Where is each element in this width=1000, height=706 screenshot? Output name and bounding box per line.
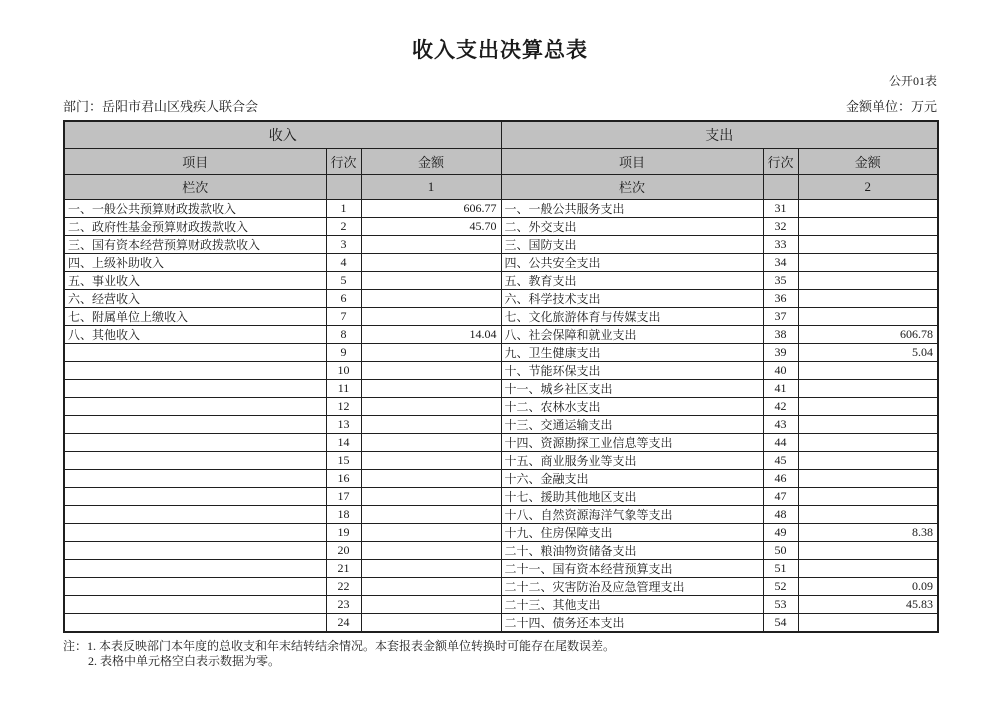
income-line-cell: 24 [326, 613, 361, 632]
table-row [64, 235, 938, 253]
expense-item-cell: 二十、粮油物资储备支出 [501, 541, 763, 559]
expense-line-header: 行次 [763, 148, 798, 174]
expense-amount-cell [798, 505, 938, 523]
income-amount-cell [361, 541, 501, 559]
expense-line-cell: 41 [763, 379, 798, 397]
income-item-cell [64, 415, 326, 433]
expense-line-cell: 44 [763, 433, 798, 451]
expense-amount-cell [798, 559, 938, 577]
income-item-cell: 五、事业收入 [64, 271, 326, 289]
income-amount-cell [361, 235, 501, 253]
expense-amount-cell: 45.83 [798, 595, 938, 613]
expense-line-cell: 34 [763, 253, 798, 271]
income-amount-header: 金额 [361, 148, 501, 174]
expense-line-cell: 43 [763, 415, 798, 433]
income-section-header: 收入 [64, 121, 501, 148]
income-line-cell: 7 [326, 307, 361, 325]
expense-amount-cell [798, 235, 938, 253]
table-row [64, 361, 938, 379]
expense-item-cell: 三、国防支出 [501, 235, 763, 253]
income-amount-cell [361, 397, 501, 415]
income-line-cell: 15 [326, 451, 361, 469]
table-row [64, 595, 938, 613]
expense-amount-cell: 8.38 [798, 523, 938, 541]
income-amount-cell [361, 271, 501, 289]
table-row [64, 397, 938, 415]
income-line-cell: 4 [326, 253, 361, 271]
table-row [64, 523, 938, 541]
expense-line-cell: 42 [763, 397, 798, 415]
income-line-cell: 1 [326, 199, 361, 217]
footnote-1: 注：1. 本表反映部门本年度的总收支和年末结转结余情况。本套报表金额单位转换时可能存在尾数误差。 [63, 638, 616, 653]
table-row [64, 559, 938, 577]
expense-amount-cell [798, 451, 938, 469]
department-label: 部门：岳阳市君山区残疾人联合会 [63, 99, 259, 114]
expense-line-cell: 53 [763, 595, 798, 613]
income-line-cell: 11 [326, 379, 361, 397]
expense-index-label: 栏次 [501, 174, 763, 199]
expense-amount-cell: 606.78 [798, 325, 938, 343]
expense-item-cell: 十二、农林水支出 [501, 397, 763, 415]
income-item-cell [64, 595, 326, 613]
expense-line-cell: 45 [763, 451, 798, 469]
expense-line-cell: 48 [763, 505, 798, 523]
expense-item-cell: 六、科学技术支出 [501, 289, 763, 307]
expense-item-header: 项目 [501, 148, 763, 174]
income-amount-cell [361, 559, 501, 577]
expense-amount-cell [798, 397, 938, 415]
income-amount-cell [361, 289, 501, 307]
income-line-cell: 9 [326, 343, 361, 361]
unit-label: 金额单位：万元 [845, 99, 937, 114]
income-item-cell [64, 541, 326, 559]
expense-item-cell: 十一、城乡社区支出 [501, 379, 763, 397]
income-item-header: 项目 [64, 148, 326, 174]
income-amount-cell [361, 469, 501, 487]
expense-item-cell: 十八、自然资源海洋气象等支出 [501, 505, 763, 523]
income-line-cell: 6 [326, 289, 361, 307]
income-amount-cell: 45.70 [361, 217, 501, 235]
income-line-cell: 12 [326, 397, 361, 415]
income-line-cell: 17 [326, 487, 361, 505]
income-amount-cell [361, 379, 501, 397]
income-item-cell: 一、一般公共预算财政拨款收入 [64, 199, 326, 217]
expense-amount-cell [798, 253, 938, 271]
income-item-cell: 七、附属单位上缴收入 [64, 307, 326, 325]
income-line-cell: 23 [326, 595, 361, 613]
column-header-row [64, 148, 938, 174]
income-item-cell [64, 469, 326, 487]
income-line-cell: 18 [326, 505, 361, 523]
income-item-cell: 六、经营收入 [64, 289, 326, 307]
table-row [64, 415, 938, 433]
income-amount-cell [361, 451, 501, 469]
expense-line-cell: 52 [763, 577, 798, 595]
expense-item-cell: 十六、金融支出 [501, 469, 763, 487]
expense-item-cell: 十三、交通运输支出 [501, 415, 763, 433]
income-item-cell: 四、上级补助收入 [64, 253, 326, 271]
income-index-label: 栏次 [64, 174, 326, 199]
expense-amount-header: 金额 [798, 148, 938, 174]
expense-line-cell: 36 [763, 289, 798, 307]
income-amount-cell: 606.77 [361, 199, 501, 217]
footnotes [63, 639, 937, 670]
table-row [64, 469, 938, 487]
expense-item-cell: 八、社会保障和就业支出 [501, 325, 763, 343]
income-amount-cell [361, 613, 501, 632]
income-item-cell [64, 559, 326, 577]
income-item-cell [64, 505, 326, 523]
income-line-cell: 5 [326, 271, 361, 289]
expense-amount-cell [798, 487, 938, 505]
table-row [64, 325, 938, 343]
expense-item-cell: 九、卫生健康支出 [501, 343, 763, 361]
table-row [64, 199, 938, 217]
expense-line-cell: 38 [763, 325, 798, 343]
page-title: 收入支出决算总表 [412, 38, 588, 62]
expense-amount-cell [798, 289, 938, 307]
expense-item-cell: 二十四、债务还本支出 [501, 613, 763, 632]
income-item-cell [64, 361, 326, 379]
income-amount-cell [361, 253, 501, 271]
income-line-cell: 2 [326, 217, 361, 235]
income-line-cell: 10 [326, 361, 361, 379]
income-line-cell: 19 [326, 523, 361, 541]
income-line-cell: 22 [326, 577, 361, 595]
expense-item-cell: 五、教育支出 [501, 271, 763, 289]
income-line-cell: 21 [326, 559, 361, 577]
document-content [63, 0, 937, 670]
expense-line-cell: 37 [763, 307, 798, 325]
expense-index-number: 2 [798, 174, 938, 199]
expense-line-cell: 40 [763, 361, 798, 379]
table-row [64, 541, 938, 559]
income-line-cell: 14 [326, 433, 361, 451]
income-amount-cell [361, 361, 501, 379]
expense-line-cell: 33 [763, 235, 798, 253]
income-item-cell [64, 451, 326, 469]
income-amount-cell [361, 505, 501, 523]
table-row [64, 379, 938, 397]
expense-amount-cell [798, 469, 938, 487]
income-amount-cell [361, 577, 501, 595]
expense-amount-cell [798, 613, 938, 632]
income-amount-cell: 14.04 [361, 325, 501, 343]
meta-row [63, 96, 937, 115]
expense-amount-cell [798, 199, 938, 217]
expense-line-cell: 54 [763, 613, 798, 632]
expense-amount-cell [798, 541, 938, 559]
income-amount-cell [361, 595, 501, 613]
expense-line-cell: 47 [763, 487, 798, 505]
income-amount-cell [361, 307, 501, 325]
expense-item-cell: 十、节能环保支出 [501, 361, 763, 379]
table-code-label: 公开01表 [888, 74, 937, 88]
expense-line-cell: 51 [763, 559, 798, 577]
table-row [64, 253, 938, 271]
expense-item-cell: 二十二、灾害防治及应急管理支出 [501, 577, 763, 595]
income-line-cell: 20 [326, 541, 361, 559]
table-row [64, 613, 938, 632]
income-line-cell: 13 [326, 415, 361, 433]
income-item-cell [64, 523, 326, 541]
expense-amount-cell [798, 217, 938, 235]
expense-line-cell: 31 [763, 199, 798, 217]
income-line-cell: 3 [326, 235, 361, 253]
expense-section-header: 支出 [501, 121, 938, 148]
income-amount-cell [361, 415, 501, 433]
expense-amount-cell [798, 271, 938, 289]
income-item-cell [64, 379, 326, 397]
income-line-cell: 8 [326, 325, 361, 343]
income-index-number: 1 [361, 174, 501, 199]
expense-amount-cell [798, 433, 938, 451]
income-index-line-blank [326, 174, 361, 199]
expense-item-cell: 二、外交支出 [501, 217, 763, 235]
table-row [64, 217, 938, 235]
expense-item-cell: 一、一般公共服务支出 [501, 199, 763, 217]
final-accounts-table [63, 120, 939, 633]
income-amount-cell [361, 343, 501, 361]
income-item-cell [64, 433, 326, 451]
income-line-header: 行次 [326, 148, 361, 174]
expense-line-cell: 32 [763, 217, 798, 235]
expense-amount-cell [798, 307, 938, 325]
income-item-cell [64, 397, 326, 415]
expense-item-cell: 十七、援助其他地区支出 [501, 487, 763, 505]
table-row [64, 487, 938, 505]
expense-item-cell: 十九、住房保障支出 [501, 523, 763, 541]
expense-index-line-blank [763, 174, 798, 199]
table-row [64, 505, 938, 523]
expense-line-cell: 46 [763, 469, 798, 487]
income-item-cell [64, 613, 326, 632]
section-header-row [64, 121, 938, 148]
expense-amount-cell: 5.04 [798, 343, 938, 361]
income-item-cell [64, 577, 326, 595]
income-item-cell: 八、其他收入 [64, 325, 326, 343]
expense-item-cell: 四、公共安全支出 [501, 253, 763, 271]
income-line-cell: 16 [326, 469, 361, 487]
income-amount-cell [361, 433, 501, 451]
table-row [64, 307, 938, 325]
expense-line-cell: 49 [763, 523, 798, 541]
expense-line-cell: 35 [763, 271, 798, 289]
income-amount-cell [361, 487, 501, 505]
expense-item-cell: 十五、商业服务业等支出 [501, 451, 763, 469]
income-item-cell: 三、国有资本经营预算财政拨款收入 [64, 235, 326, 253]
income-item-cell: 二、政府性基金预算财政拨款收入 [64, 217, 326, 235]
expense-amount-cell: 0.09 [798, 577, 938, 595]
expense-amount-cell [798, 415, 938, 433]
table-body [64, 121, 938, 632]
table-row [64, 577, 938, 595]
income-item-cell [64, 487, 326, 505]
column-index-row [64, 174, 938, 199]
expense-item-cell: 十四、资源勘探工业信息等支出 [501, 433, 763, 451]
expense-amount-cell [798, 361, 938, 379]
expense-item-cell: 二十三、其他支出 [501, 595, 763, 613]
table-row [64, 289, 938, 307]
expense-item-cell: 七、文化旅游体育与传媒支出 [501, 307, 763, 325]
footnote-2: 2. 表格中单元格空白表示数据为零。 [88, 654, 281, 669]
table-row [64, 343, 938, 361]
expense-line-cell: 39 [763, 343, 798, 361]
expense-amount-cell [798, 379, 938, 397]
expense-line-cell: 50 [763, 541, 798, 559]
table-row [64, 451, 938, 469]
table-row [64, 433, 938, 451]
table-row [64, 271, 938, 289]
expense-item-cell: 二十一、国有资本经营预算支出 [501, 559, 763, 577]
income-item-cell [64, 343, 326, 361]
income-amount-cell [361, 523, 501, 541]
